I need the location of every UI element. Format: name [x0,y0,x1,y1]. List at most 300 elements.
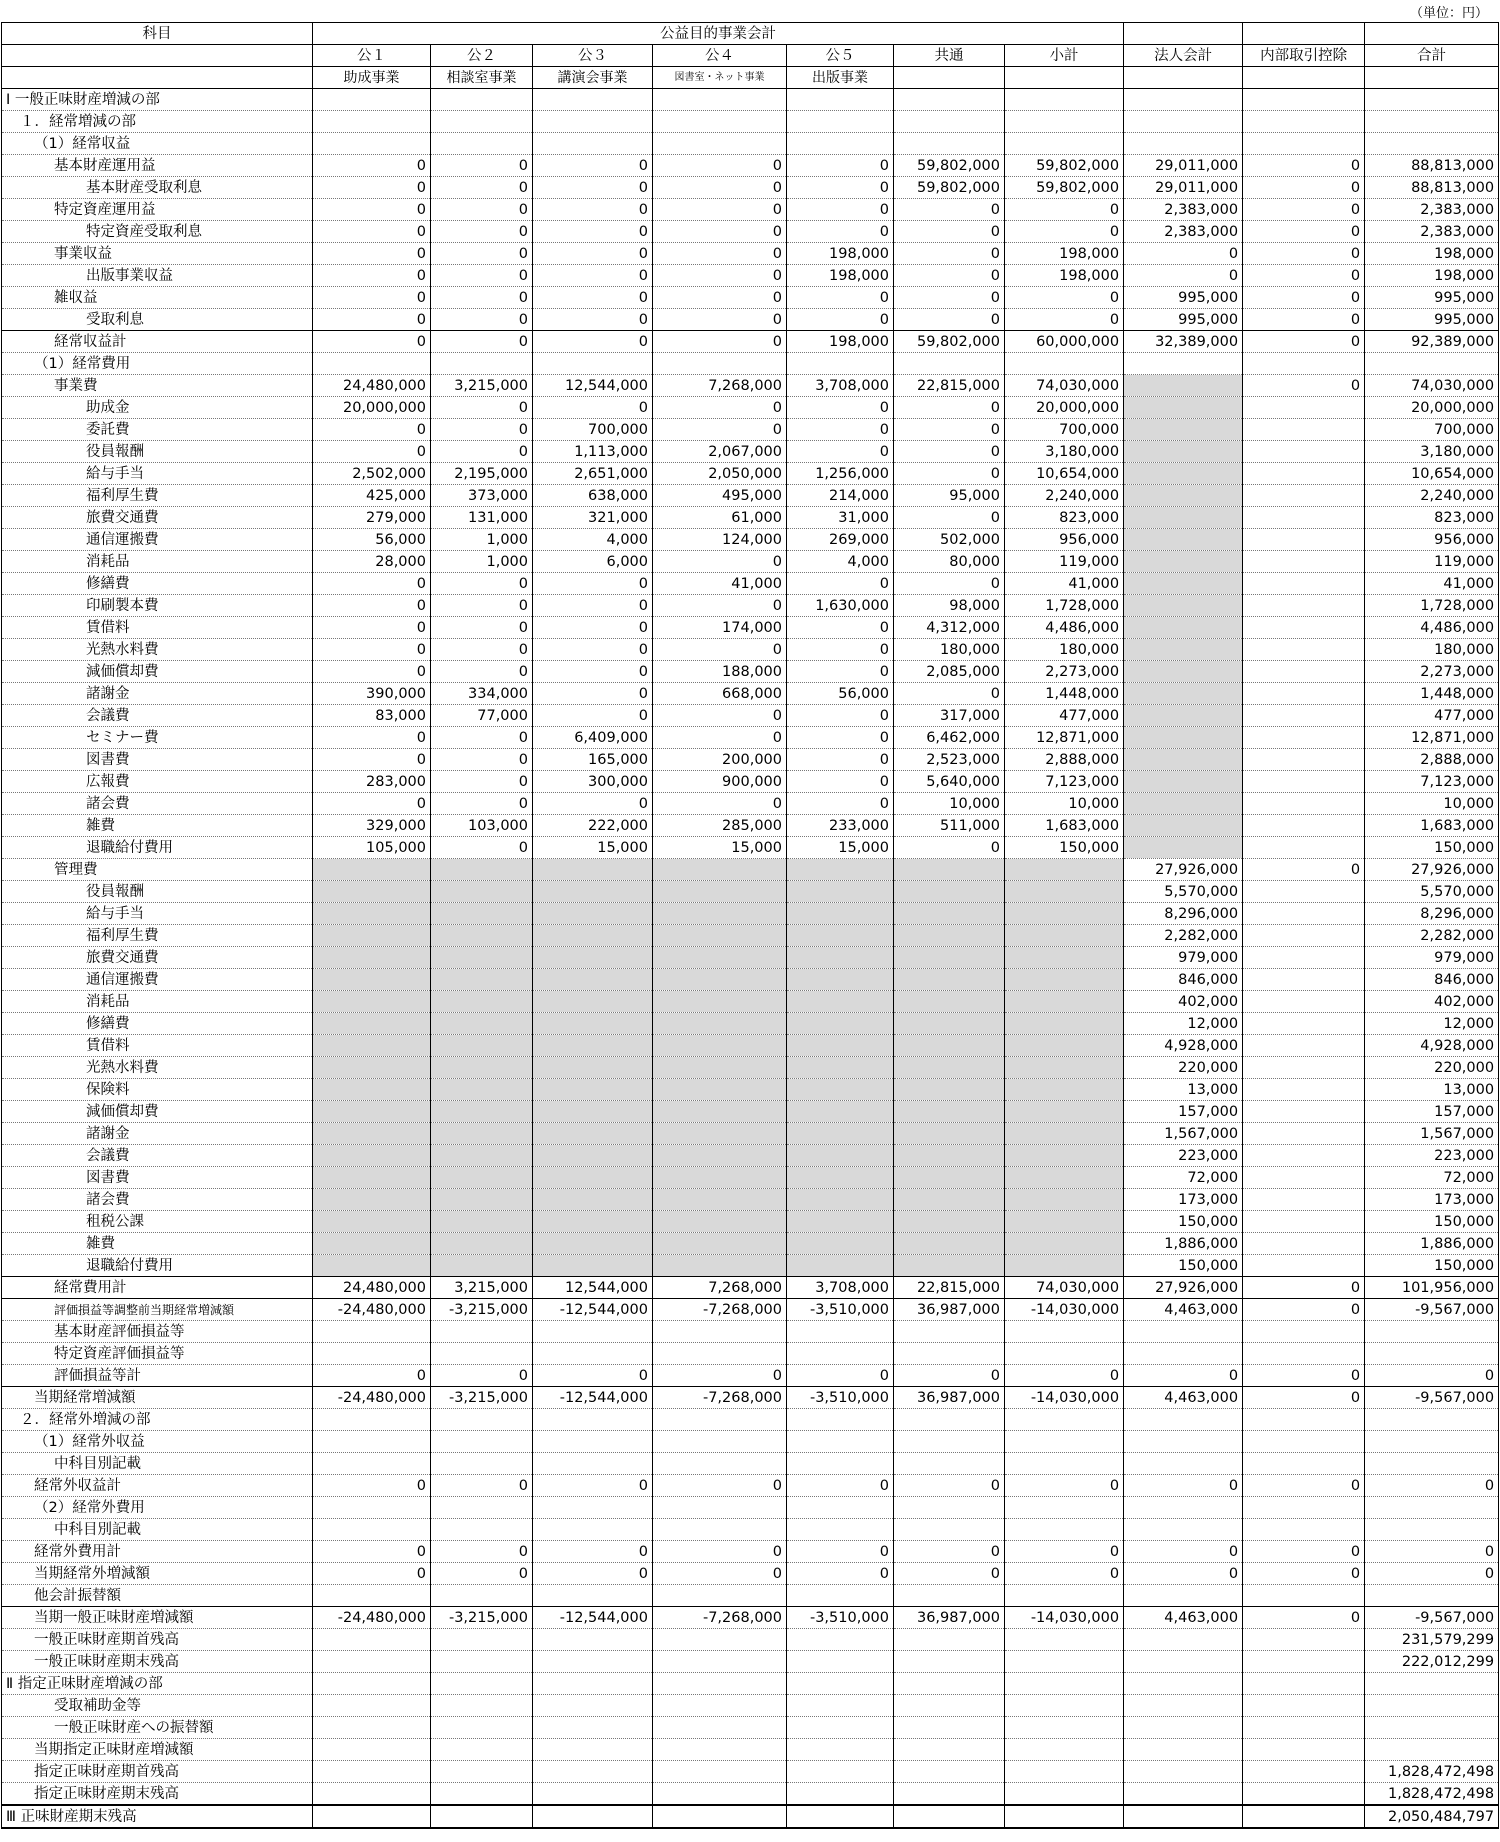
value-cell: 74,030,000 [1005,1277,1124,1299]
value-cell [1243,749,1365,771]
value-cell: 0 [1124,243,1243,265]
table-row [2,397,1499,419]
value-cell [431,1651,533,1673]
value-cell [787,1783,894,1806]
row-label: 減価償却費 [2,661,313,683]
value-cell: 1,886,000 [1365,1233,1499,1255]
value-cell: 200,000 [653,749,787,771]
value-cell [1243,1717,1365,1739]
table-row [2,1629,1499,1651]
value-cell: 72,000 [1124,1167,1243,1189]
value-cell: 0 [431,771,533,793]
row-label: 諸会費 [2,793,313,815]
value-cell: 0 [1124,1365,1243,1387]
value-cell [653,1629,787,1651]
row-label: （2）経常外費用 [2,1497,313,1519]
table-row [2,837,1499,859]
value-cell [787,1497,894,1519]
value-cell [1124,507,1243,529]
value-cell: 2,085,000 [894,661,1005,683]
value-cell [894,1717,1005,1739]
value-cell: 0 [533,595,653,617]
column-header: 法人会計 [1124,45,1243,67]
value-cell: 22,815,000 [894,375,1005,397]
value-cell: -7,268,000 [653,1607,787,1629]
row-label: 出版事業収益 [2,265,313,287]
value-cell: 157,000 [1365,1101,1499,1123]
value-cell: 0 [1243,221,1365,243]
value-cell [1243,881,1365,903]
value-cell: 0 [894,1365,1005,1387]
value-cell: 0 [431,441,533,463]
value-cell [894,133,1005,155]
header-blank [1243,67,1365,89]
value-cell [1124,1673,1243,1695]
value-cell [533,1013,653,1035]
value-cell: -3,215,000 [431,1607,533,1629]
row-label: 事業費 [2,375,313,397]
value-cell: 0 [653,1563,787,1585]
value-cell: 27,926,000 [1124,859,1243,881]
table-row [2,1717,1499,1739]
value-cell: 1,630,000 [787,595,894,617]
value-cell [431,1805,533,1828]
value-cell: 231,579,299 [1365,1629,1499,1651]
table-row [2,155,1499,177]
value-cell: 0 [1243,1299,1365,1321]
value-cell: 0 [313,441,431,463]
value-cell: 0 [787,441,894,463]
value-cell [1005,1695,1124,1717]
value-cell: 0 [787,617,894,639]
value-cell: 0 [894,397,1005,419]
value-cell: 61,000 [653,507,787,529]
value-cell: 198,000 [1365,265,1499,287]
value-cell [313,1079,431,1101]
value-cell [1365,111,1499,133]
value-cell [313,903,431,925]
value-cell: 0 [313,309,431,331]
value-cell: 0 [313,573,431,595]
value-cell [431,1255,533,1277]
value-cell: 0 [1124,265,1243,287]
value-cell [313,1123,431,1145]
value-cell [787,1035,894,1057]
value-cell [533,1057,653,1079]
value-cell [313,1431,431,1453]
row-label: 当期経常外増減額 [2,1563,313,1585]
value-cell [1243,1695,1365,1717]
value-cell: 0 [431,1541,533,1563]
value-cell: 0 [431,639,533,661]
value-cell: 1,683,000 [1005,815,1124,837]
value-cell [313,1343,431,1365]
value-cell: 0 [313,265,431,287]
value-cell [1124,441,1243,463]
value-cell [533,1255,653,1277]
value-cell [313,1255,431,1277]
value-cell [1005,1189,1124,1211]
value-cell [653,1167,787,1189]
table-row [2,1761,1499,1783]
value-cell: 0 [1365,1365,1499,1387]
value-cell [431,1629,533,1651]
value-cell: 80,000 [894,551,1005,573]
row-label: 福利厚生費 [2,485,313,507]
value-cell: 0 [787,155,894,177]
value-cell: 165,000 [533,749,653,771]
value-cell: 0 [313,639,431,661]
value-cell: 2,050,484,797 [1365,1805,1499,1828]
value-cell: 0 [1124,1475,1243,1497]
value-cell: 198,000 [787,243,894,265]
table-row [2,969,1499,991]
value-cell: 233,000 [787,815,894,837]
value-cell: 41,000 [1365,573,1499,595]
table-row [2,1387,1499,1409]
value-cell [653,353,787,375]
table-row [2,485,1499,507]
value-cell [787,1189,894,1211]
value-cell: 0 [1243,1475,1365,1497]
value-cell [894,1673,1005,1695]
value-cell [1124,639,1243,661]
value-cell: 0 [653,1475,787,1497]
header-row-group [2,23,1499,45]
value-cell: 0 [1243,309,1365,331]
row-label: 事業収益 [2,243,313,265]
value-cell [787,1739,894,1761]
value-cell: 2,067,000 [653,441,787,463]
value-cell: -24,480,000 [313,1387,431,1409]
value-cell: 0 [431,661,533,683]
value-cell: 334,000 [431,683,533,705]
value-cell [1365,89,1499,111]
value-cell [894,1057,1005,1079]
table-row [2,947,1499,969]
value-cell: 2,273,000 [1005,661,1124,683]
value-cell: 0 [431,287,533,309]
value-cell [894,859,1005,881]
value-cell: 668,000 [653,683,787,705]
value-cell [1365,1673,1499,1695]
table-row [2,375,1499,397]
value-cell [1005,1805,1124,1828]
value-cell [1243,1255,1365,1277]
table-row [2,727,1499,749]
value-cell [313,1519,431,1541]
value-cell [533,1233,653,1255]
value-cell: -24,480,000 [313,1299,431,1321]
value-cell [533,1409,653,1431]
value-cell [1243,1343,1365,1365]
value-cell [313,991,431,1013]
value-cell: -14,030,000 [1005,1607,1124,1629]
value-cell: 101,956,000 [1365,1277,1499,1299]
program-header: 出版事業 [787,67,894,89]
value-cell: 0 [313,199,431,221]
value-cell [1243,1167,1365,1189]
value-cell: 0 [1005,1475,1124,1497]
value-cell: 15,000 [653,837,787,859]
value-cell: 15,000 [533,837,653,859]
row-label: 会議費 [2,705,313,727]
value-cell [1005,925,1124,947]
value-cell: 222,012,299 [1365,1651,1499,1673]
value-cell: 24,480,000 [313,1277,431,1299]
value-cell: 5,570,000 [1365,881,1499,903]
value-cell: 0 [431,1475,533,1497]
value-cell: 0 [787,793,894,815]
value-cell [894,1409,1005,1431]
value-cell: 0 [653,199,787,221]
value-cell: 0 [1124,1541,1243,1563]
row-label: 賃借料 [2,1035,313,1057]
value-cell [1243,705,1365,727]
value-cell: 2,050,000 [653,463,787,485]
value-cell [533,89,653,111]
row-label: 福利厚生費 [2,925,313,947]
value-cell [1124,1783,1243,1806]
value-cell [1243,507,1365,529]
value-cell: 0 [653,639,787,661]
value-cell [1365,1739,1499,1761]
value-cell: 0 [431,1563,533,1585]
value-cell: 0 [894,683,1005,705]
value-cell [894,1431,1005,1453]
value-cell [1365,1497,1499,1519]
table-row [2,419,1499,441]
value-cell [1005,111,1124,133]
value-cell: 0 [787,221,894,243]
value-cell [653,1519,787,1541]
value-cell [1243,1145,1365,1167]
value-cell [431,1409,533,1431]
value-cell [533,353,653,375]
value-cell [431,1761,533,1783]
value-cell [1243,925,1365,947]
value-cell [1124,419,1243,441]
value-cell [431,1321,533,1343]
value-cell: 0 [313,155,431,177]
header-blank [1005,67,1124,89]
value-cell [1005,1739,1124,1761]
row-label: 当期一般正味財産増減額 [2,1607,313,1629]
financial-statement-table [1,22,1499,1829]
value-cell: 0 [1365,1475,1499,1497]
value-cell: 0 [313,419,431,441]
table-row [2,1145,1499,1167]
value-cell [1243,683,1365,705]
value-cell [1124,1343,1243,1365]
column-header: 公５ [787,45,894,67]
table-row [2,507,1499,529]
table-row [2,815,1499,837]
row-label: 退職給付費用 [2,1255,313,1277]
value-cell: 6,462,000 [894,727,1005,749]
value-cell [313,1453,431,1475]
value-cell: 157,000 [1124,1101,1243,1123]
value-cell: 0 [533,199,653,221]
program-header: 助成事業 [313,67,431,89]
value-cell: 29,011,000 [1124,155,1243,177]
row-label: 諸謝金 [2,1123,313,1145]
value-cell [1243,1013,1365,1035]
value-cell: 0 [1243,1563,1365,1585]
value-cell: -9,567,000 [1365,1607,1499,1629]
value-cell [431,1211,533,1233]
value-cell [1243,1409,1365,1431]
value-cell [787,1761,894,1783]
value-cell: 1,448,000 [1005,683,1124,705]
value-cell: 0 [533,705,653,727]
value-cell [313,969,431,991]
value-cell: 402,000 [1124,991,1243,1013]
value-cell [1124,485,1243,507]
row-label: 給与手当 [2,463,313,485]
value-cell: 222,000 [533,815,653,837]
value-cell [653,881,787,903]
value-cell: 995,000 [1124,309,1243,331]
value-cell: 5,640,000 [894,771,1005,793]
row-label: 指定正味財産期末残高 [2,1783,313,1806]
value-cell: 0 [787,397,894,419]
value-cell: 0 [533,309,653,331]
value-cell [313,1167,431,1189]
value-cell: 4,928,000 [1365,1035,1499,1057]
value-cell: 0 [533,639,653,661]
value-cell [1124,1761,1243,1783]
value-cell [313,1783,431,1806]
value-cell [894,1079,1005,1101]
value-cell [1365,353,1499,375]
value-cell [1005,1761,1124,1783]
row-label: Ⅰ 一般正味財産増減の部 [2,89,313,111]
value-cell: 0 [653,793,787,815]
value-cell: 2,282,000 [1124,925,1243,947]
value-cell: 36,987,000 [894,1387,1005,1409]
row-label: 雑収益 [2,287,313,309]
header-public-benefit-group: 公益目的事業会計 [313,23,1124,45]
row-label: 基本財産受取利息 [2,177,313,199]
value-cell [431,859,533,881]
value-cell [533,947,653,969]
value-cell [1124,815,1243,837]
value-cell [894,947,1005,969]
value-cell [1005,1717,1124,1739]
value-cell: 0 [787,771,894,793]
value-cell: 0 [787,177,894,199]
value-cell [787,881,894,903]
value-cell [1243,441,1365,463]
value-cell: 995,000 [1365,309,1499,331]
value-cell [533,1761,653,1783]
value-cell [313,133,431,155]
row-label: 雑費 [2,815,313,837]
value-cell: 88,813,000 [1365,177,1499,199]
value-cell [431,1145,533,1167]
value-cell: 4,463,000 [1124,1607,1243,1629]
value-cell: 150,000 [1124,1211,1243,1233]
header-blank [1365,23,1499,45]
value-cell [1005,1321,1124,1343]
value-cell: 0 [894,287,1005,309]
unit-label: （単位：円） [1409,6,1488,21]
value-cell [1005,859,1124,881]
value-cell [1005,881,1124,903]
value-cell [313,925,431,947]
value-cell: 4,463,000 [1124,1299,1243,1321]
value-cell [894,991,1005,1013]
value-cell: 0 [533,177,653,199]
value-cell: -7,268,000 [653,1299,787,1321]
value-cell [533,1167,653,1189]
value-cell [894,111,1005,133]
value-cell [533,1519,653,1541]
value-cell: 0 [533,331,653,353]
value-cell: 4,000 [787,551,894,573]
value-cell [1243,1233,1365,1255]
table-row [2,1101,1499,1123]
header-blank [2,67,313,89]
value-cell [533,1629,653,1651]
program-header: 相談室事業 [431,67,533,89]
value-cell: 0 [533,1475,653,1497]
row-label: 役員報酬 [2,881,313,903]
value-cell: 150,000 [1124,1255,1243,1277]
value-cell: 0 [894,441,1005,463]
value-cell: 0 [1243,1365,1365,1387]
table-row [2,661,1499,683]
value-cell [533,1321,653,1343]
value-cell: 10,000 [1365,793,1499,815]
value-cell: 0 [653,331,787,353]
value-cell: 7,123,000 [1005,771,1124,793]
value-cell [787,1431,894,1453]
value-cell [894,1695,1005,1717]
value-cell [1243,1739,1365,1761]
value-cell [894,925,1005,947]
value-cell [787,1233,894,1255]
value-cell [1243,771,1365,793]
value-cell [313,89,431,111]
value-cell: 0 [533,243,653,265]
value-cell [533,881,653,903]
value-cell: 59,802,000 [894,331,1005,353]
value-cell: 2,888,000 [1005,749,1124,771]
value-cell [787,89,894,111]
value-cell: 0 [533,573,653,595]
value-cell: 0 [787,661,894,683]
value-cell [1005,969,1124,991]
table-row [2,749,1499,771]
value-cell: 0 [431,331,533,353]
row-label: 中科目別記載 [2,1519,313,1541]
table-row [2,463,1499,485]
row-label: 旅費交通費 [2,947,313,969]
value-cell: 0 [1243,265,1365,287]
row-label: 印刷製本費 [2,595,313,617]
value-cell: 10,654,000 [1005,463,1124,485]
value-cell [653,969,787,991]
value-cell [653,111,787,133]
row-label: 受取補助金等 [2,1695,313,1717]
table-row [2,265,1499,287]
value-cell: 0 [894,243,1005,265]
value-cell [533,1189,653,1211]
value-cell [894,1013,1005,1035]
table-row [2,1783,1499,1806]
